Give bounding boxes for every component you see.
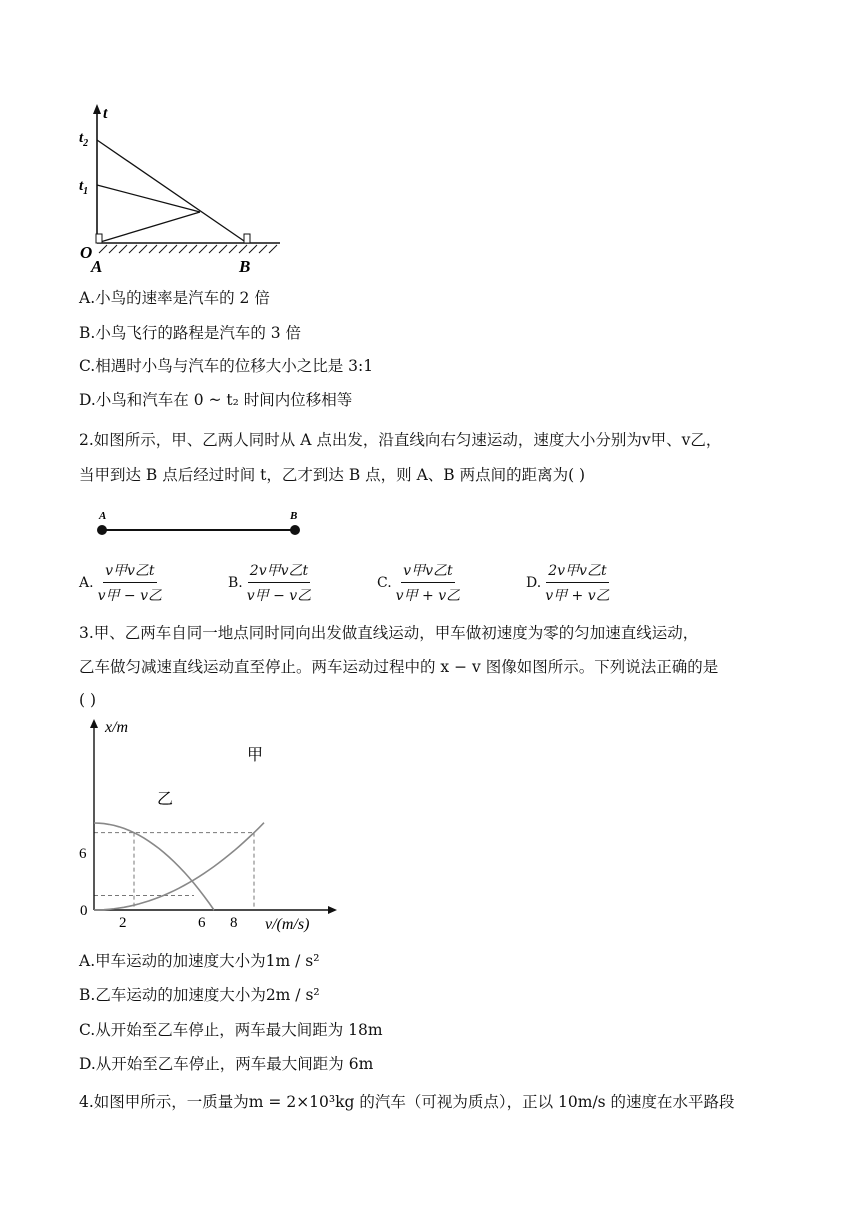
t-axis-label: t xyxy=(103,105,108,122)
x-tick-label: 2 xyxy=(119,915,127,931)
q2-option-a-den: v甲 − v乙 xyxy=(97,588,163,604)
q2-option-c-label: C. xyxy=(377,574,392,591)
q3-option-a: A.甲车运动的加速度大小为1m / s² xyxy=(79,952,320,970)
q3-option-b: B.乙车运动的加速度大小为2m / s² xyxy=(79,986,320,1004)
q3-stem-line1: 3.甲、乙两车自同一地点同时同向出发做直线运动，甲车做初速度为零的匀加速直线运动， xyxy=(79,624,699,642)
q2-option-b-den: v甲 − v乙 xyxy=(246,588,312,604)
q2-option-a-label: A. xyxy=(79,574,94,591)
svg-text:t2 xyxy=(79,130,88,149)
y-axis-label: x/m xyxy=(105,719,129,736)
q3-option-d: D.从开始至乙车停止，两车最大间距为 6m xyxy=(79,1055,374,1073)
q1-option-c: C.相遇时小鸟与汽车的位移大小之比是 3:1 xyxy=(79,357,374,375)
q2-stem-line2: 当甲到达 B 点后经过时间 t，乙才到达 B 点，则 A、B 两点间的距离为( ) xyxy=(79,466,586,484)
q1-option-d: D.小鸟和汽车在 0 ~ t₂ 时间内位移相等 xyxy=(79,391,353,409)
ab-point-b: B xyxy=(290,510,298,522)
q2-option-b-label: B. xyxy=(228,574,243,591)
q4-stem-line1: 4.如图甲所示，一质量为m = 2×10³kg 的汽车（可视为质点），正以 10m/s 的速度在水平路段 xyxy=(79,1093,735,1111)
q2-stem-line1: 2.如图所示，甲、乙两人同时从 A 点出发，沿直线向右匀速运动，速度大小分别为v甲、v乙， xyxy=(79,431,722,449)
series-yi-curve xyxy=(94,823,214,910)
y-tick-label: 6 xyxy=(79,846,87,862)
q2-option-d-label: D. xyxy=(526,574,542,591)
t1-sub: 1 xyxy=(83,186,89,197)
t1-label: t xyxy=(79,178,84,194)
q2-option-c-den: v甲 + v乙 xyxy=(395,588,461,604)
q3-stem-line3: ( ) xyxy=(79,691,97,709)
ab-line-diagram xyxy=(90,505,310,540)
q2-option-d xyxy=(526,560,612,605)
t2-label: t xyxy=(79,130,84,146)
svg-text:t1 xyxy=(79,178,88,197)
x-tick-label: 8 xyxy=(230,915,238,931)
q3-stem-line2: 乙车做匀减速直线运动直至停止。两车运动过程中的 x − v 图像如图所示。下列说法正确的是 xyxy=(79,658,719,676)
q2-option-b-num: 2v甲v乙t xyxy=(248,560,310,583)
q2-option-a-num: v甲v乙t xyxy=(103,560,156,583)
point-b-label: B xyxy=(239,257,251,275)
q2-option-c xyxy=(377,560,462,605)
origin-label: O xyxy=(80,243,93,262)
q1-option-a: A.小鸟的速率是汽车的 2 倍 xyxy=(79,289,270,307)
t2-sub: 2 xyxy=(83,138,89,149)
q2-option-d-num: 2v甲v乙t xyxy=(546,560,608,583)
series-label-yi: 乙 xyxy=(157,791,174,808)
q2-option-c-num: v甲v乙t xyxy=(401,560,454,583)
x-tick-label: 0 xyxy=(80,903,88,919)
q2-option-a xyxy=(79,560,164,605)
q3-option-c: C.从开始至乙车停止，两车最大间距为 18m xyxy=(79,1021,383,1039)
series-label-jia: 甲 xyxy=(247,747,264,764)
x-axis-label: v/(m/s) xyxy=(265,916,310,933)
bird-car-diagram xyxy=(75,100,285,275)
x-tick-label: 6 xyxy=(198,915,206,931)
point-a-label: A xyxy=(91,257,103,275)
xv-chart xyxy=(75,715,345,940)
q2-option-b xyxy=(228,560,313,605)
ab-point-a: A xyxy=(99,510,107,522)
q1-option-b: B.小鸟飞行的路程是汽车的 3 倍 xyxy=(79,324,302,342)
q2-option-d-den: v甲 + v乙 xyxy=(545,588,610,604)
